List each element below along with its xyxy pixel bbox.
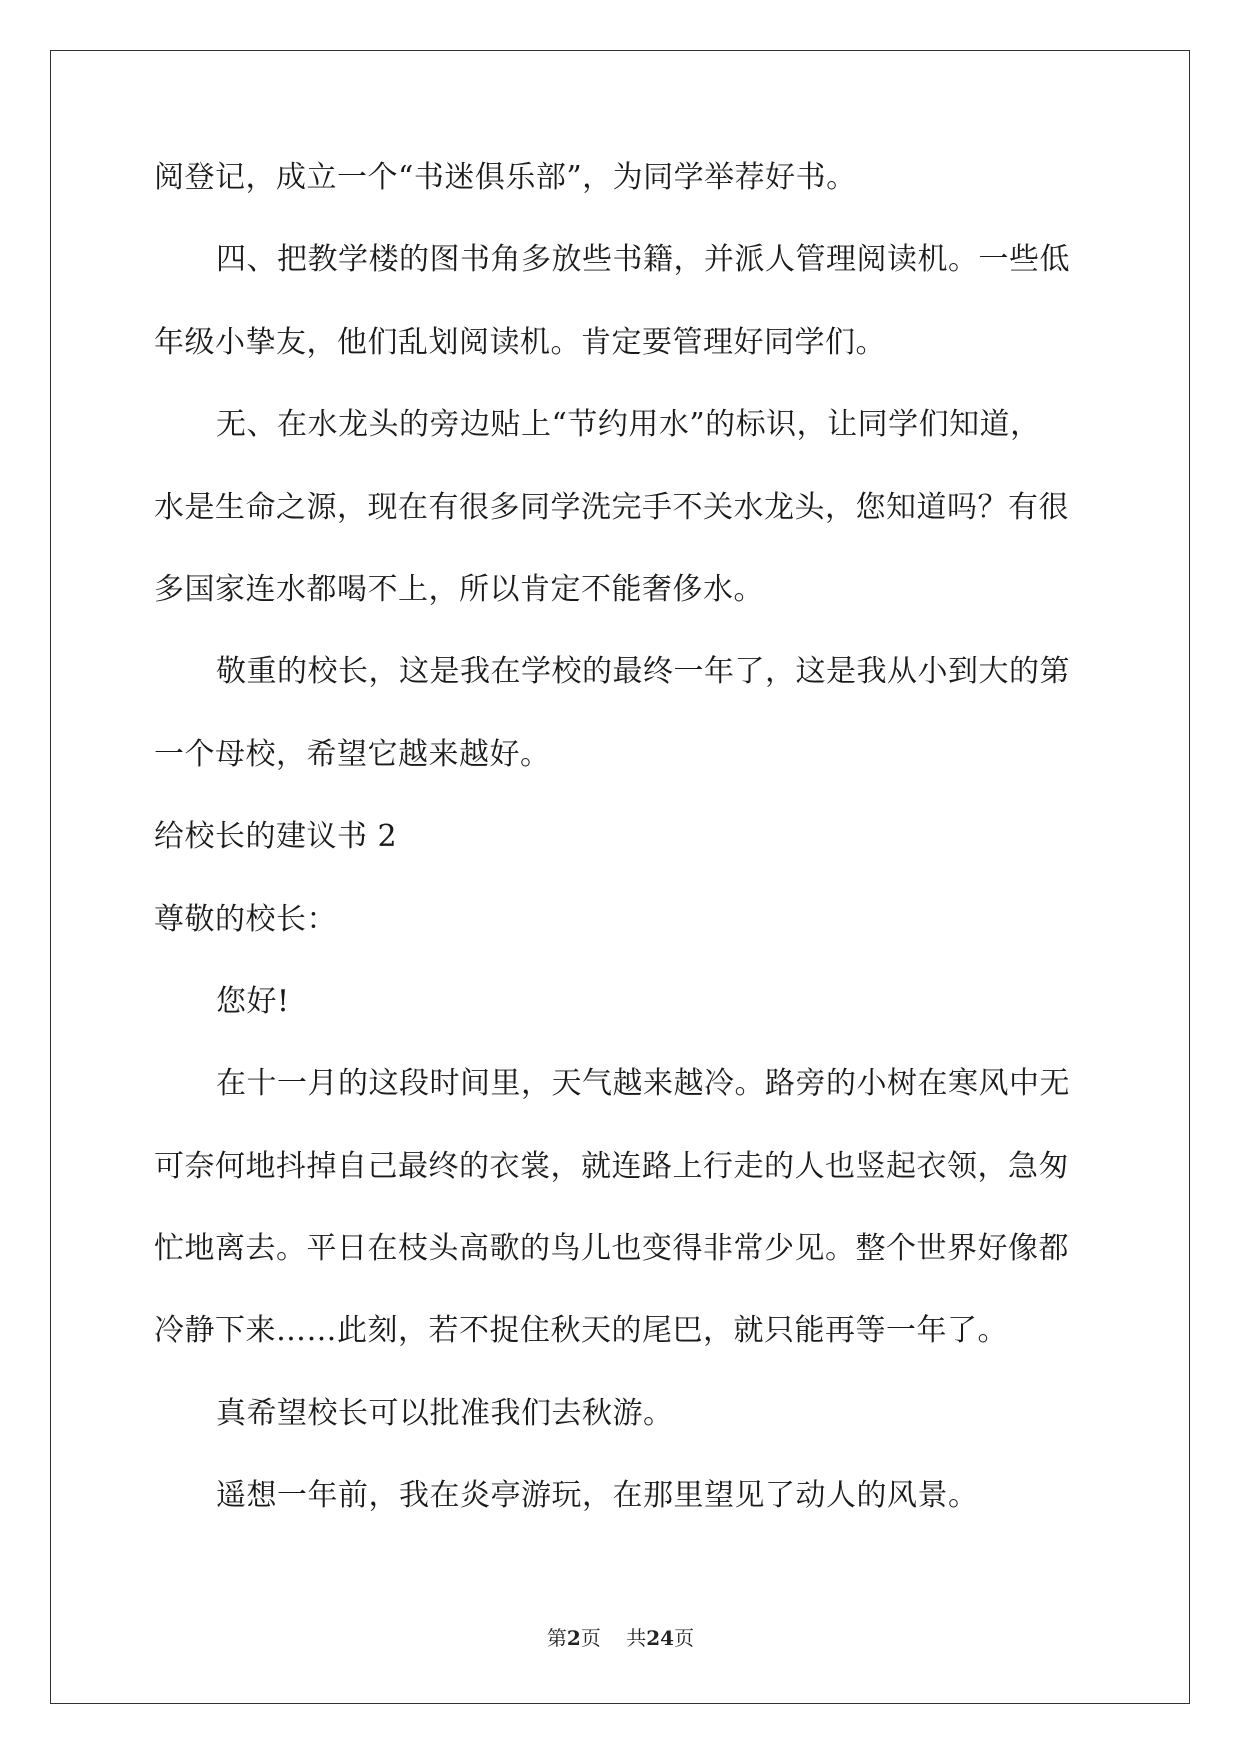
footer-prefix: 第	[546, 1626, 567, 1650]
document-body	[154, 160, 1094, 1561]
paragraph-line: 四、把教学楼的图书角多放些书籍，并派人管理阅读机。一些低	[216, 242, 1070, 278]
footer-total-suffix: 页	[674, 1626, 695, 1650]
paragraph-line: 真希望校长可以批准我们去秋游。	[216, 1395, 674, 1431]
current-page-number: 2	[566, 1626, 581, 1650]
paragraph-line: 多国家连水都喝不上，所以肯定不能奢侈水。	[154, 571, 764, 607]
footer-total-prefix: 共	[626, 1626, 647, 1650]
paragraph-line: 水是生命之源，现在有很多同学洗完手不关水龙头，您知道吗？有很	[154, 489, 1069, 525]
paragraph-line: 年级小挚友，他们乱划阅读机。肯定要管理好同学们。	[154, 324, 886, 360]
page-footer	[0, 1626, 1241, 1650]
paragraph-line: 无、在水龙头的旁边贴上“节约用水”的标识，让同学们知道，	[216, 407, 1041, 443]
paragraph-line: 可奈何地抖掉自己最终的衣裳，就连路上行走的人也竖起衣领，急匆	[154, 1148, 1069, 1184]
section-title: 给校长的建议书 2	[154, 819, 398, 855]
greeting: 您好!	[216, 983, 290, 1019]
footer-page-suffix: 页	[580, 1626, 601, 1650]
total-pages-number: 24	[646, 1626, 675, 1650]
paragraph-line: 敬重的校长，这是我在学校的最终一年了，这是我从小到大的第	[216, 654, 1070, 690]
paragraph-line: 阅登记，成立一个“书迷俱乐部”，为同学举荐好书。	[154, 160, 857, 195]
salutation: 尊敬的校长：	[154, 901, 337, 937]
paragraph-line: 忙地离去。平日在枝头高歌的鸟儿也变得非常少见。整个世界好像都	[154, 1231, 1069, 1267]
paragraph-line: 遥想一年前，我在炎亭游玩，在那里望见了动人的风景。	[216, 1478, 979, 1514]
paragraph-line: 在十一月的这段时间里，天气越来越冷。路旁的小树在寒风中无	[216, 1066, 1070, 1102]
paragraph-line: 一个母校，希望它越来越好。	[154, 736, 551, 772]
paragraph-line: 冷静下来……此刻，若不捉住秋天的尾巴，就只能再等一年了。	[154, 1313, 1008, 1349]
